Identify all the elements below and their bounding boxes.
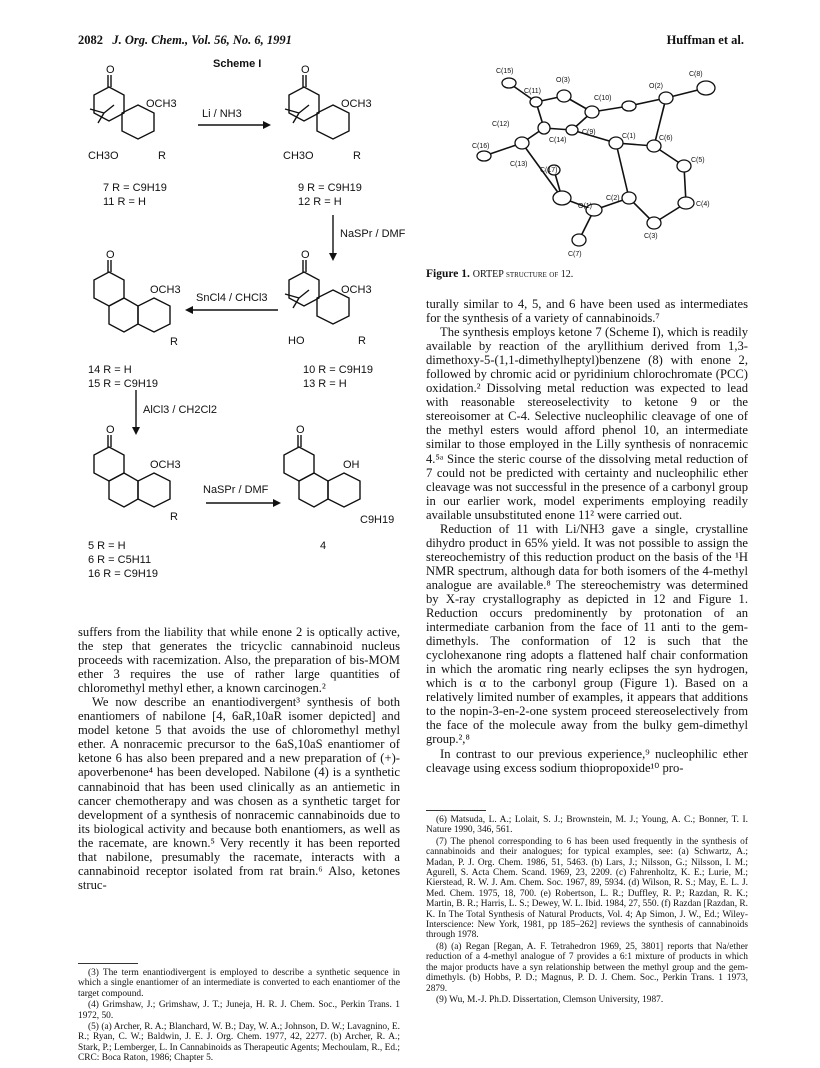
carbonyl-o-4: O: [296, 424, 305, 436]
methoxy-label-5: OCH3: [150, 459, 181, 471]
reagent-sncl4: SnCl4 / CHCl3: [196, 292, 268, 304]
hydroxy-4: OH: [343, 459, 360, 471]
atom-label-c17: C(17): [540, 167, 558, 174]
methoxy-left-7: CH3O: [88, 150, 119, 162]
atom-label-c6: C(6): [659, 135, 673, 142]
right-paragraph-2: The synthesis employs ketone 7 (Scheme I), which is readily available by reaction of the aryllithium derived from 1,3-dimethoxy-5-(1,1-dimethylheptyl)benzene (8) with enone 2, followed by chromic acid or pyridinium chlorochromate (PCC) oxidation.² Dissolving metal reduction was expected to lead with reasonable stereoselectivity to ketone 9 or the stereoisomer at C-4. Selective nucleophilic cleavage of one of the methyl esters would afford phenol 10, an intermediate similar to those employed in the Lilly synthesis of nonracemic 4.⁵ᵃ Since the steric course of the dissolving metal reduction of 7 could not be predicted with certainty and nucleophilic ether cleavage was not successful in the presence of a carbonyl group in our earlier work, model experiments employing readily available unsubstituted enone 11² were carried out.: [426, 325, 748, 522]
r-group-10: R: [358, 335, 366, 347]
footnote-rule-left: [78, 963, 138, 964]
reagent-naspr-2: NaSPr / DMF: [203, 484, 269, 496]
scheme-title: Scheme I: [213, 58, 262, 70]
label-6: 6 R = C5H11: [88, 554, 152, 566]
label-9: 9 R = C9H19: [298, 182, 362, 194]
scheme-1-figure: [78, 55, 408, 595]
atom-label-c8: C(8): [689, 71, 703, 78]
compound-7-structure: [90, 75, 154, 139]
r-group-9: R: [353, 150, 361, 162]
hydroxy-10: HO: [288, 335, 305, 347]
nonyl-4: C9H19: [360, 514, 395, 526]
left-column-body: [78, 625, 400, 892]
footnote-rule-right: [426, 810, 486, 811]
r-group-7: R: [158, 150, 166, 162]
footnote-3: (3) The term enantiodivergent is employed to describe a synthetic sequence in which a single enantiomer of an intermediate is converted to each enantiomer of the target compound.: [78, 968, 400, 999]
compound-5-structure: [94, 435, 170, 507]
atom-label-o3: O(3): [556, 77, 570, 84]
methoxy-left-9: CH3O: [283, 150, 314, 162]
label-7: 7 R = C9H19: [103, 182, 167, 194]
methoxy-label-14: OCH3: [150, 284, 181, 296]
carbonyl-o-10: O: [301, 249, 310, 261]
atom-label-c7: C(7): [568, 251, 582, 258]
footnote-7: (7) The phenol corresponding to 6 has been used frequently in the synthesis of cannabinoids and their analogues; for typical examples, see: (a) Schwartz, A.; Madan, P. J. Org. Chem. 1986, 51, 5463. (b) Lars, J.; Nilsson, G.; Nilsson, I. M.; Agurell, S. Acta Chem. Scand. 1969, 23, 2209. (c) Fahrenholtz, K. E.; Lurie, M.; Kierstead, R. W. J. Am. Chem. Soc. 1967, 89, 5934. (d) Wilson, R. S.; May, E. L. J. Med. Chem. 1975, 18, 700. (e) Robertson, L. R.; Duffley, R. P.; Razdan, R. K.; Martin, B. R.; Harris, L. S.; Dewey, W. L. Ibid. 1984, 27, 550. (f) Razdan [Razdan, R. K. In The Total Synthesis of Natural Products, Vol. 4; Ap Simon, J. W., Ed.; Wiley-Interscience: New York, 1981, pp 185–262] reviews the synthesis of cannabinoids through 1978.: [426, 836, 748, 941]
label-5: 5 R = H: [88, 540, 126, 552]
r-group-14: R: [170, 336, 178, 348]
atom-label-c5: C(5): [691, 157, 705, 164]
running-header-left: [78, 33, 292, 48]
page-number: 2082: [78, 33, 103, 47]
atom-label-o2: O(2): [649, 83, 663, 90]
running-header-authors: Huffman et al.: [666, 33, 744, 47]
methoxy-label-7: OCH3: [146, 98, 177, 110]
label-14: 14 R = H: [88, 364, 132, 376]
reagent-naspr-1: NaSPr / DMF: [340, 228, 406, 240]
label-10: 10 R = C9H19: [303, 364, 374, 376]
figure-caption-text: ORTEP structure of 12.: [472, 269, 574, 280]
right-paragraph-3: Reduction of 11 with Li/NH3 gave a single, crystalline dihydro product in 65% yield. It was not possible to assign the stereochemistry of this reduction product on the basis of the ¹H NMR spectrum, although data for both isomers of the 4-methyl analogue are available.⁸ The stereochemistry was determined by X-ray crystallography as depicted in 12 and Figure 1. Reduction occurs predominently by protonation of an intermediate carbanion from the face of 11 anti to the gem-dimethyls. The conformation of 12 is such that the cyclohexanone ring adopts a flattened half chair conformation in which the aromatic ring nearly eclipses the syn hydrogen, which is α to the carbonyl group (Figure 1). Based on a relatively limited number of examples, it appears that additions to the nopin-3-en-2-one system proceed stereoselectively from the face of the molecule away from the bulky gem-dimethyl group.²,⁸: [426, 521, 748, 747]
atom-label-c11: C(11): [524, 88, 541, 95]
label-15: 15 R = C9H19: [88, 378, 159, 390]
label-11: 11 R = H: [103, 196, 146, 208]
reagent-alcl3: AlCl3 / CH2Cl2: [143, 404, 217, 416]
atom-label-c2: C(2): [606, 195, 620, 202]
atom-label-o1: O(1): [578, 203, 592, 210]
left-paragraph-2: We now describe an enantiodivergent³ synthesis of both enantiomers of nabilone [4, 6aR,10aR isomer depicted] and model ketone 5 that avoids the use of chloromethyl methyl ether. A nonracemic precursor to the 6aS,10aS enantiomer of ketone 6 has also been prepared and a new preparation of (+)-apoverbenone⁴ has been developed. Nabilone (4) is a synthetic cannabinoid that has been used clinically as an antiemetic in cancer chemotherapy and was chosen as a synthetic target for development of a synthesis of nonracemic cannabinoids due to its biological activity and because both enantiomers, as well as the racemate, are known.⁵ Very recently it has been reported that nabilone, presumably the racemate, interacts with a cannabinoid receptor isolated from rat brain.⁶ Also, ketones struc-: [78, 695, 400, 892]
atom-label-c15: C(15): [496, 68, 514, 75]
methoxy-label-9: OCH3: [341, 98, 372, 110]
footnotes-right: [426, 815, 748, 1006]
footnote-4: (4) Grimshaw, J.; Grimshaw, J. T.; Juneja, H. R. J. Chem. Soc., Perkin Trans. 1 1972, 50.: [78, 1000, 400, 1021]
atom-label-c4: C(4): [696, 201, 710, 208]
atom-label-c1: C(1): [622, 133, 636, 140]
left-paragraph-1: suffers from the liability that while enone 2 is optically active, the step that generates the tricyclic cannabinoid nucleus proceeds with racemization. Also, the preparation of bis-MOM ether 3 requires the use of rather large quantities of chloromethyl methyl ether, a known carcinogen.²: [78, 625, 400, 696]
label-13: 13 R = H: [303, 378, 347, 390]
label-12: 12 R = H: [298, 196, 342, 208]
footnote-8: (8) (a) Regan [Regan, A. F. Tetrahedron 1969, 25, 3801] reports that Na/ether reduction of a 4-methyl analogue of 7 provides a 6:1 mixture of products in which the major products have a syn relationship between the methyl group and the gem-dimethyls. (b) Hobbs, P. D.; Magnus, P. D. J. Chem. Soc., Perkin Trans. 1 1973, 2879.: [426, 941, 748, 994]
atom-label-c14: C(14): [549, 137, 567, 144]
atom-label-c12: C(12): [492, 121, 510, 128]
methoxy-label-10: OCH3: [341, 284, 372, 296]
r-group-5: R: [170, 511, 178, 523]
footnote-6: (6) Matsuda, L. A.; Lolait, S. J.; Brownstein, M. J.; Young, A. C.; Bonner, T. I. Nature 1990, 346, 561.: [426, 815, 748, 836]
carbonyl-o-9: O: [301, 64, 310, 76]
reagent-li-nh3: Li / NH3: [202, 108, 242, 120]
compound-9-structure: [285, 75, 349, 139]
atom-label-c13: C(13): [510, 161, 528, 168]
figure-caption: [426, 268, 573, 280]
footnote-9: (9) Wu, M.-J. Ph.D. Dissertation, Clemson University, 1987.: [436, 994, 664, 1005]
label-16: 16 R = C9H19: [88, 568, 159, 580]
right-paragraph-1: turally similar to 4, 5, and 6 have been used as intermediates for the synthesis of a variety of cannabinoids.⁷: [426, 297, 748, 326]
compound-4-structure: [284, 435, 360, 507]
atom-label-c10: C(10): [594, 95, 612, 102]
carbonyl-o-7: O: [106, 64, 115, 76]
footnotes-left: [78, 968, 400, 1065]
right-column-body: [426, 297, 748, 775]
atom-label-c3: C(3): [644, 233, 658, 240]
carbonyl-o-5: O: [106, 424, 115, 436]
figure-caption-label: Figure 1.: [426, 268, 470, 280]
compound-10-structure: [285, 260, 349, 324]
right-paragraph-4: In contrast to our previous experience,⁹ nucleophilic ether cleavage using excess sodium thiopropoxide¹⁰ pro-: [426, 746, 748, 775]
carbonyl-o-14: O: [106, 249, 115, 261]
label-4: 4: [320, 540, 327, 552]
atom-label-c16: C(16): [472, 143, 490, 150]
compound-14-structure: [94, 260, 170, 332]
footnote-5: (5) (a) Archer, R. A.; Blanchard, W. B.; Day, W. A.; Johnson, D. W.; Lavagnino, E. R.; Ryan, C. W.; Baldwin, J. E. J. Org. Chem. 1977, 42, 2277. (b) Archer, R. A.; Stark, P.; Lemberger, L. In Cannabinoids as Therapeutic Agents; Mechoulam, R., Ed.; CRC: Boca Raton, 1986; Chapter 5.: [78, 1022, 400, 1064]
atom-label-c9: C(9): [582, 129, 596, 136]
journal-citation: J. Org. Chem., Vol. 56, No. 6, 1991: [112, 33, 292, 47]
ortep-figure: [444, 58, 734, 263]
